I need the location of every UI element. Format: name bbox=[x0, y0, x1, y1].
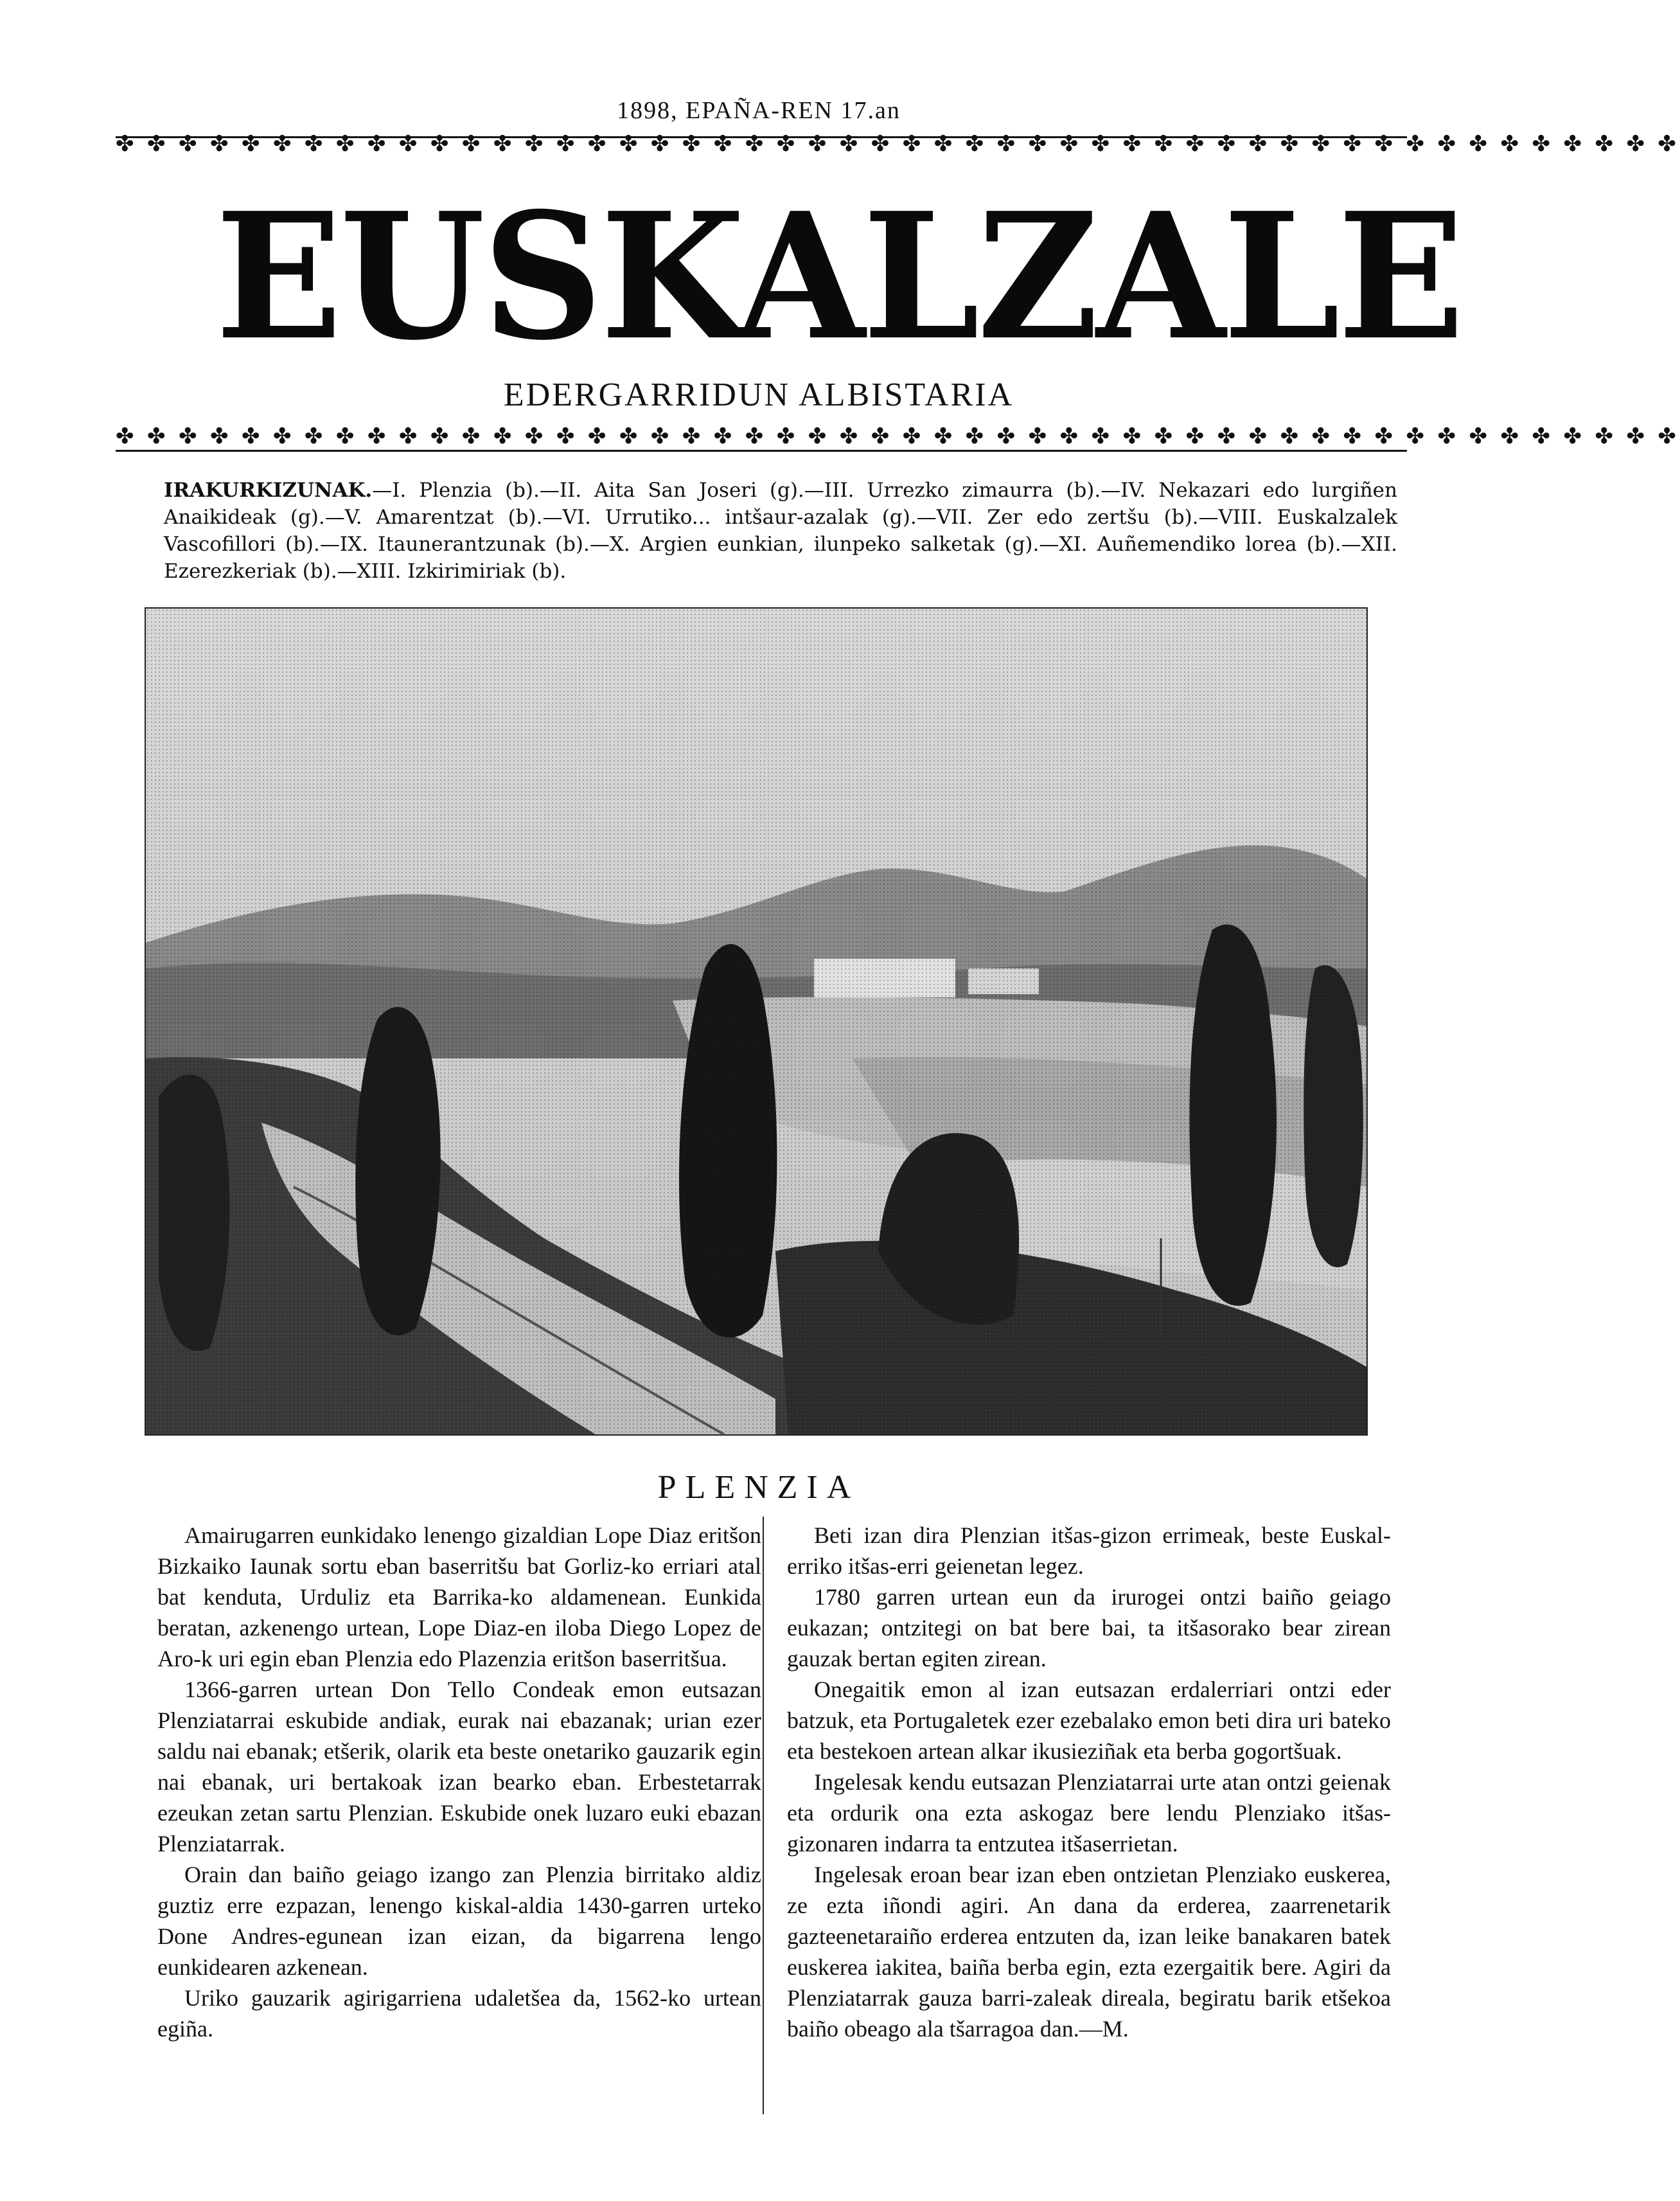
landscape-photo bbox=[145, 607, 1368, 1436]
paragraph: Uriko gauzarik agirigarriena udaletšea da, 1562-ko urtean egiña. bbox=[157, 1985, 761, 2042]
paragraph: Ingelesak eroan bear izan eben ontzietan Plenziako euskerea, ze ezta iñondi agiri. An dana da erderea, zaarrenetarik gazteenetaraiño erderea entzuten da, izan leike banakaren batek euskerea iakitea, baiña berba egin, ezta ezergaitik bere. Agiri da Plenziatarrak gauza barri-zaleak direala, begiratu barik etšekoa baiño obeago ala tšarragoa dan.—M. bbox=[787, 1862, 1391, 2042]
ornament-border-top: ✤ ✤ ✤ ✤ ✤ ✤ ✤ ✤ ✤ ✤ ✤ ✤ ✤ ✤ ✤ ✤ ✤ ✤ ✤ ✤ ✤ ✤ ✤ ✤ ✤ ✤ ✤ ✤ ✤ ✤ ✤ ✤ ✤ ✤ ✤ ✤ ✤ ✤ ✤ ✤ ✤ ✤ ✤ ✤ ✤ ✤ ✤ ✤ ✤ ✤ bbox=[116, 132, 1680, 156]
article-column-right bbox=[787, 1520, 1391, 2044]
bottom-rule bbox=[116, 450, 1407, 452]
landscape-photo-image bbox=[146, 609, 1366, 1434]
article-column-left bbox=[157, 1520, 761, 2044]
masthead-subtitle: EDERGARRIDUN ALBISTARIA bbox=[503, 377, 1014, 413]
contents-heading: IRAKURKIZUNAK. bbox=[164, 479, 373, 502]
masthead-title: EUSKALZALE bbox=[215, 174, 1462, 379]
paragraph: 1366-garren urtean Don Tello Condeak emon eutsazan Plenziatarrai eskubide andiak, eurak nai ebazanak; urian ezer saldu nai ebanak; etšerik, olarik eta beste onetariko gauzarik egin nai ebanak, uri bertakoak izan bearko eban. Erbestetarrak ezeukan zetan sartu Plenzian. Eskubide onek luzaro euki ebazan Plenziatarrak. bbox=[157, 1677, 761, 1857]
article-title: PLENZIA bbox=[657, 1469, 860, 1506]
dateline: 1898, EPAÑA-REN 17.an bbox=[617, 97, 901, 124]
paragraph: Amairugarren eunkidako lenengo gizaldian Lope Diaz eritšon Bizkaiko Iaunak sortu eban baserritšu bat Gorliz-ko erriari atal bat kenduta, Urduliz eta Barrika-ko aldamenean. Eunkida beratan, azkenengo urtean, Lope Diaz-en iloba Diego Lopez de Aro-k uri egin eban Plenzia edo Plazenzia eritšon baserritšua. bbox=[157, 1522, 761, 1671]
ornament-border-bottom: ✤ ✤ ✤ ✤ ✤ ✤ ✤ ✤ ✤ ✤ ✤ ✤ ✤ ✤ ✤ ✤ ✤ ✤ ✤ ✤ ✤ ✤ ✤ ✤ ✤ ✤ ✤ ✤ ✤ ✤ ✤ ✤ ✤ ✤ ✤ ✤ ✤ ✤ ✤ ✤ ✤ ✤ ✤ ✤ ✤ ✤ ✤ ✤ ✤ ✤ bbox=[116, 425, 1680, 449]
paragraph: Ingelesak kendu eutsazan Plenziatarrai urte atan ontzi geienak eta ordurik ona ezta askogaz bere lendu Plenziako itšas-gizonaren indarra ta entzutea itšaserrietan. bbox=[787, 1769, 1391, 1857]
paragraph: Onegaitik emon al izan eutsazan erdalerriari ontzi eder batzuk, eta Portugaletek ezer ezebalako emon beti dira uri bateko eta bestekoen artean alkar ikusieziñak eta berba gogortšuak. bbox=[787, 1677, 1391, 1764]
column-divider bbox=[763, 1517, 764, 2114]
paragraph: Orain dan baiño geiago izango zan Plenzia birritako aldiz guztiz erre ezpazan, lenengo kiskal-aldia 1430-garren urteko Done Andres-egunean izan eizan, da bigarrena lengo eunkidearen azkenean. bbox=[157, 1862, 761, 1980]
table-of-contents bbox=[164, 477, 1397, 585]
paragraph: 1780 garren urtean eun da irurogei ontzi baiño geiago eukazan; ontzitegi on bat bere bai, ta itšasorako bear zirean gauzak bertan egiten zirean. bbox=[787, 1584, 1391, 1671]
paragraph: Beti izan dira Plenzian itšas-gizon errimeak, beste Euskal-erriko itšas-erri geienetan legez. bbox=[787, 1522, 1391, 1579]
contents-list: —I. Plenzia (b).—II. Aita San Joseri (g).—III. Urrezko zimaurra (b).—IV. Nekazari edo lurgiñen Anaikideak (g).—V. Amarentzat (b).—VI. Urrutiko... intšaur-azalak (g).—VII. Zer edo zertšu (b).—VIII. Euskalzalek Vascofillori (b).—IX. Itaunerantzunak (b).—X. Argien eunkian, ilunpeko salketak (g).—XI. Auñemendiko lorea (b).—XII. Ezerezkeriak (b).—XIII. Izkirimiriak (b). bbox=[164, 479, 1397, 583]
